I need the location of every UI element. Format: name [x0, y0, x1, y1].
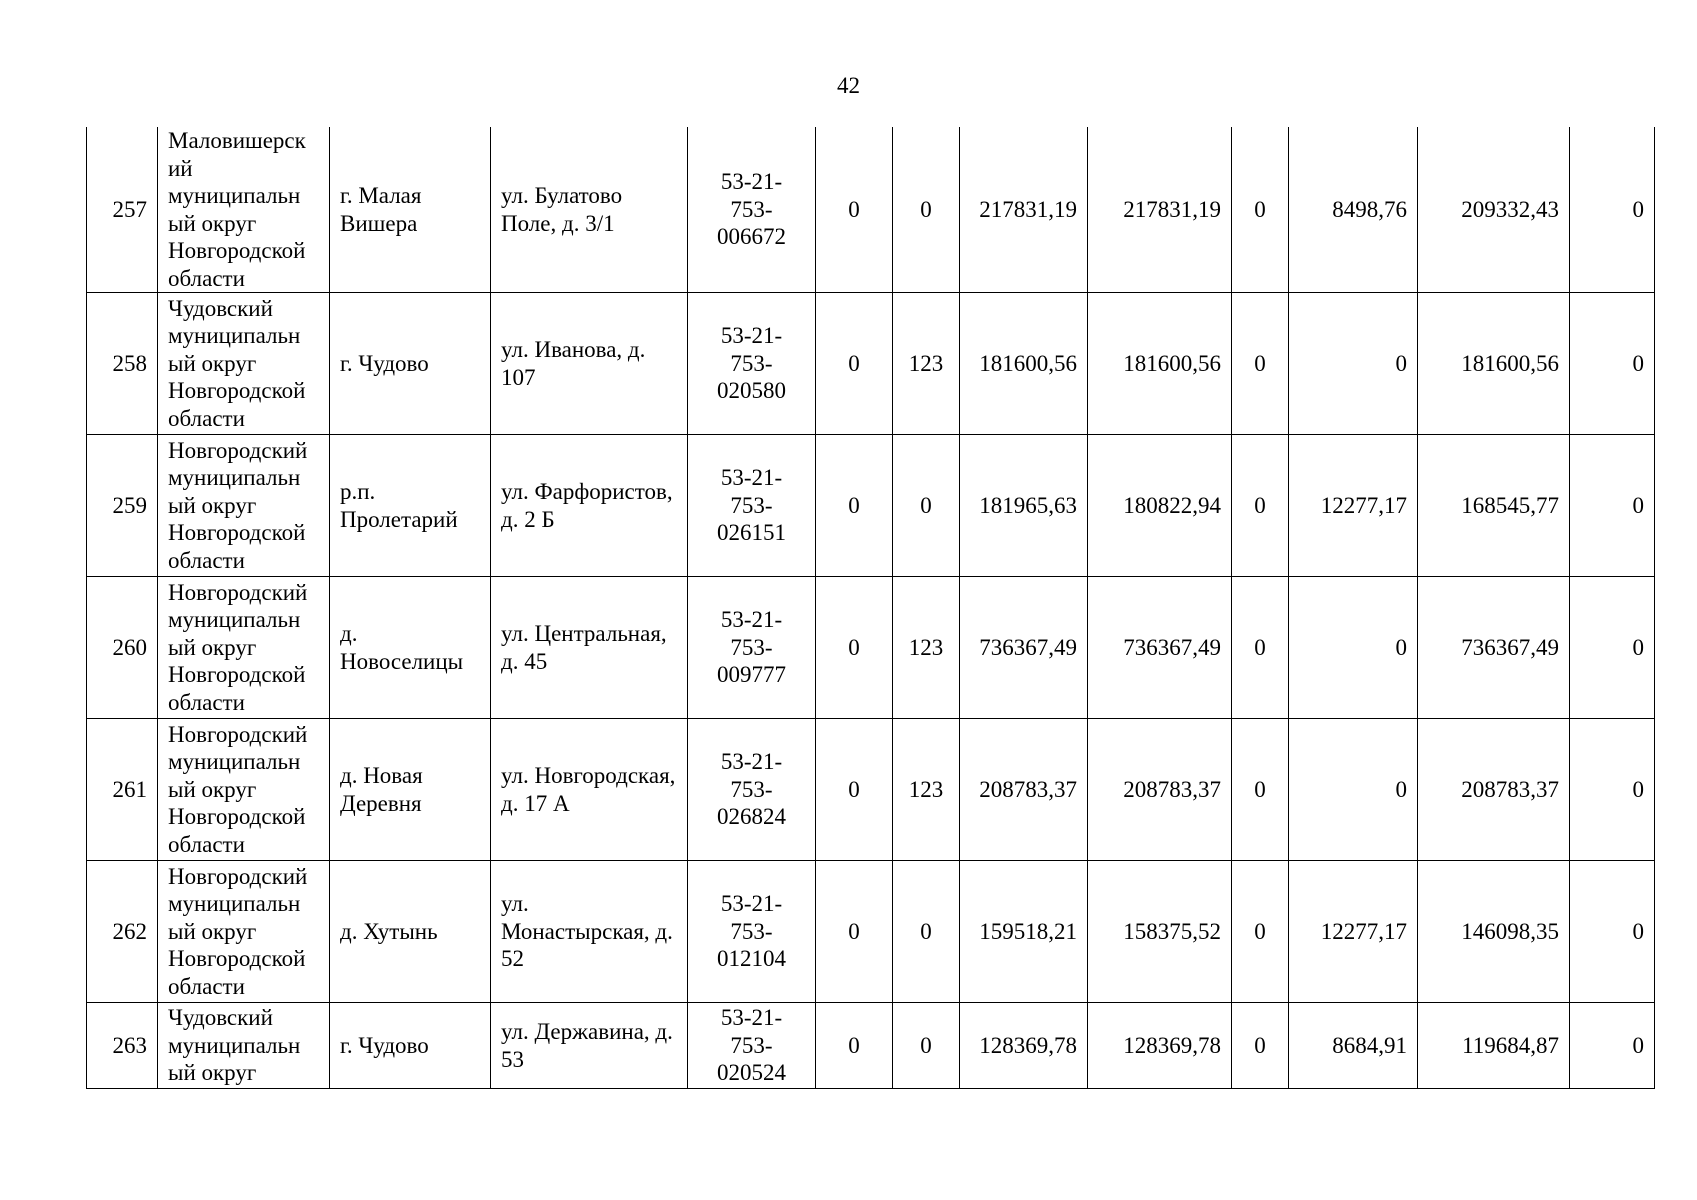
cell-value: 0 — [816, 719, 893, 861]
cell-value: 0 — [816, 577, 893, 719]
cell-value: 0 — [893, 1003, 960, 1089]
cell-value: 0 — [1232, 861, 1289, 1003]
cell-value: 12277,17 — [1289, 435, 1418, 577]
cell-value: 217831,19 — [1088, 127, 1232, 293]
cell-number: 258 — [87, 293, 158, 435]
cell-locality: д. Новоселицы — [330, 577, 491, 719]
cell-district: Новгородский муниципальн ый округ Новгородской области — [158, 435, 330, 577]
cell-value: 158375,52 — [1088, 861, 1232, 1003]
cell-value: 0 — [1570, 1003, 1655, 1089]
cell-locality: г. Чудово — [330, 1003, 491, 1089]
cell-address: ул. Новгородская, д. 17 А — [491, 719, 688, 861]
cell-value: 217831,19 — [960, 127, 1088, 293]
cell-value: 209332,43 — [1418, 127, 1570, 293]
cell-value: 0 — [1289, 577, 1418, 719]
cell-district: Новгородский муниципальн ый округ Новгородской области — [158, 719, 330, 861]
cell-value: 0 — [1570, 577, 1655, 719]
cell-address: ул. Державина, д. 53 — [491, 1003, 688, 1089]
cell-value: 123 — [893, 719, 960, 861]
cell-locality: р.п. Пролетарий — [330, 435, 491, 577]
cell-value: 119684,87 — [1418, 1003, 1570, 1089]
cell-value: 0 — [1570, 435, 1655, 577]
cell-locality: д. Новая Деревня — [330, 719, 491, 861]
cell-value: 736367,49 — [1088, 577, 1232, 719]
cell-value: 0 — [816, 861, 893, 1003]
table-row — [87, 127, 1655, 293]
cell-value: 8498,76 — [1289, 127, 1418, 293]
cell-district: Новгородский муниципальн ый округ Новгородской области — [158, 861, 330, 1003]
cell-value: 181600,56 — [1088, 293, 1232, 435]
cell-value: 0 — [893, 861, 960, 1003]
cell-address: ул. Иванова, д. 107 — [491, 293, 688, 435]
table-row — [87, 293, 1655, 435]
cell-district: Чудовский муниципальн ый округ — [158, 1003, 330, 1089]
table-row — [87, 861, 1655, 1003]
cell-value: 146098,35 — [1418, 861, 1570, 1003]
cell-code: 53-21- 753- 020580 — [688, 293, 816, 435]
cell-number: 257 — [87, 127, 158, 293]
cell-value: 181600,56 — [1418, 293, 1570, 435]
page-number: 42 — [837, 73, 860, 98]
table-row — [87, 1003, 1655, 1089]
cell-value: 0 — [1232, 577, 1289, 719]
cell-value: 181965,63 — [960, 435, 1088, 577]
cell-value: 0 — [893, 127, 960, 293]
cell-value: 0 — [1232, 1003, 1289, 1089]
cell-value: 0 — [893, 435, 960, 577]
cell-value: 0 — [1232, 719, 1289, 861]
cell-value: 0 — [816, 127, 893, 293]
cell-value: 0 — [1570, 719, 1655, 861]
cell-district: Чудовский муниципальн ый округ Новгородской области — [158, 293, 330, 435]
cell-code: 53-21- 753- 026824 — [688, 719, 816, 861]
cell-number: 261 — [87, 719, 158, 861]
cell-value: 0 — [816, 293, 893, 435]
table-row — [87, 577, 1655, 719]
cell-value: 736367,49 — [960, 577, 1088, 719]
cell-value: 181600,56 — [960, 293, 1088, 435]
cell-value: 0 — [1289, 293, 1418, 435]
cell-value: 128369,78 — [1088, 1003, 1232, 1089]
table-row — [87, 719, 1655, 861]
cell-value: 8684,91 — [1289, 1003, 1418, 1089]
cell-number: 259 — [87, 435, 158, 577]
cell-address: ул. Центральная, д. 45 — [491, 577, 688, 719]
cell-value: 128369,78 — [960, 1003, 1088, 1089]
cell-value: 0 — [1232, 127, 1289, 293]
cell-locality: г. Малая Вишера — [330, 127, 491, 293]
cell-value: 208783,37 — [1088, 719, 1232, 861]
cell-number: 263 — [87, 1003, 158, 1089]
cell-code: 53-21- 753- 026151 — [688, 435, 816, 577]
cell-address: ул. Булатово Поле, д. 3/1 — [491, 127, 688, 293]
cell-value: 0 — [816, 1003, 893, 1089]
cell-value: 180822,94 — [1088, 435, 1232, 577]
cell-code: 53-21- 753- 006672 — [688, 127, 816, 293]
cell-value: 0 — [1289, 719, 1418, 861]
cell-code: 53-21- 753- 020524 — [688, 1003, 816, 1089]
table-row — [87, 435, 1655, 577]
cell-number: 260 — [87, 577, 158, 719]
cell-value: 123 — [893, 293, 960, 435]
cell-value: 123 — [893, 577, 960, 719]
cell-value: 736367,49 — [1418, 577, 1570, 719]
cell-address: ул. Монастырская, д. 52 — [491, 861, 688, 1003]
cell-value: 208783,37 — [1418, 719, 1570, 861]
cell-district: Новгородский муниципальн ый округ Новгородской области — [158, 577, 330, 719]
cell-value: 0 — [816, 435, 893, 577]
cell-number: 262 — [87, 861, 158, 1003]
cell-locality: д. Хутынь — [330, 861, 491, 1003]
cell-value: 12277,17 — [1289, 861, 1418, 1003]
cell-value: 0 — [1232, 435, 1289, 577]
data-table — [86, 127, 1655, 1089]
cell-code: 53-21- 753- 012104 — [688, 861, 816, 1003]
cell-value: 168545,77 — [1418, 435, 1570, 577]
cell-code: 53-21- 753- 009777 — [688, 577, 816, 719]
cell-district: Маловишерск ий муниципальн ый округ Новгородской области — [158, 127, 330, 293]
cell-value: 0 — [1232, 293, 1289, 435]
cell-locality: г. Чудово — [330, 293, 491, 435]
cell-value: 0 — [1570, 861, 1655, 1003]
cell-value: 0 — [1570, 293, 1655, 435]
cell-value: 159518,21 — [960, 861, 1088, 1003]
cell-address: ул. Фарфористов, д. 2 Б — [491, 435, 688, 577]
cell-value: 208783,37 — [960, 719, 1088, 861]
cell-value: 0 — [1570, 127, 1655, 293]
